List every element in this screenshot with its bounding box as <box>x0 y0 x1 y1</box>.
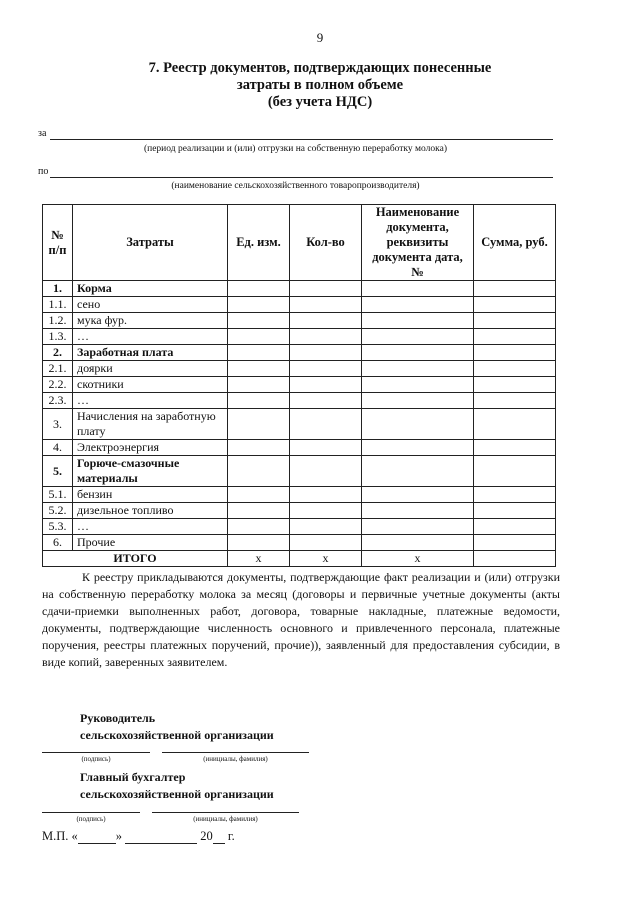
row-unit-cell[interactable] <box>228 297 290 313</box>
row-num: 1. <box>43 281 73 297</box>
accountant-signature-title <box>80 769 274 803</box>
row-unit-cell[interactable] <box>228 503 290 519</box>
accountant-name-line[interactable] <box>152 812 299 813</box>
stamp-label: М.П. <box>42 829 69 843</box>
head-name-caption: (инициалы, фамилия) <box>203 755 268 763</box>
row-name: … <box>73 329 228 345</box>
producer-lead: по <box>38 166 49 177</box>
table-row <box>43 313 556 329</box>
table-row <box>43 440 556 456</box>
row-qty-cell[interactable] <box>290 281 362 297</box>
close-quote: » <box>115 829 123 843</box>
row-qty-cell[interactable] <box>290 440 362 456</box>
row-num: 5.2. <box>43 503 73 519</box>
row-unit-cell[interactable] <box>228 487 290 503</box>
table-row <box>43 487 556 503</box>
table-row <box>43 361 556 377</box>
head-name-line[interactable] <box>162 752 309 753</box>
row-doc-cell[interactable] <box>362 297 474 313</box>
total-unit: x <box>228 551 290 567</box>
registry-table <box>42 204 556 567</box>
row-name: Начисления на заработную плату <box>73 409 228 440</box>
table-row <box>43 345 556 361</box>
row-name: сено <box>73 297 228 313</box>
year-blank[interactable] <box>213 831 225 844</box>
row-qty-cell[interactable] <box>290 487 362 503</box>
row-qty-cell[interactable] <box>290 361 362 377</box>
row-unit-cell[interactable] <box>228 377 290 393</box>
row-sum-cell[interactable] <box>474 345 556 361</box>
total-doc: x <box>362 551 474 567</box>
row-doc-cell[interactable] <box>362 440 474 456</box>
row-qty-cell[interactable] <box>290 377 362 393</box>
open-quote: « <box>71 829 78 843</box>
page-number: 9 <box>316 30 324 45</box>
year-suffix: г. <box>227 829 235 843</box>
row-num: 5.3. <box>43 519 73 535</box>
head-signature-caption: (подпись) <box>81 755 111 763</box>
row-sum-cell[interactable] <box>474 487 556 503</box>
row-qty-cell[interactable] <box>290 535 362 551</box>
row-sum-cell[interactable] <box>474 393 556 409</box>
row-sum-cell[interactable] <box>474 329 556 345</box>
row-num: 1.3. <box>43 329 73 345</box>
row-name: доярки <box>73 361 228 377</box>
row-doc-cell[interactable] <box>362 329 474 345</box>
row-doc-cell[interactable] <box>362 393 474 409</box>
table-row <box>43 329 556 345</box>
title-line-2: затраты в полном объеме <box>236 77 404 93</box>
row-num: 3. <box>43 409 73 440</box>
row-doc-cell[interactable] <box>362 281 474 297</box>
row-qty-cell[interactable] <box>290 329 362 345</box>
row-sum-cell[interactable] <box>474 313 556 329</box>
row-unit-cell[interactable] <box>228 281 290 297</box>
row-sum-cell[interactable] <box>474 377 556 393</box>
head-signature-line[interactable] <box>42 752 150 753</box>
total-label: ИТОГО <box>43 551 228 567</box>
row-qty-cell[interactable] <box>290 297 362 313</box>
header-unit: Ед. изм. <box>228 205 290 281</box>
row-doc-cell[interactable] <box>362 377 474 393</box>
row-doc-cell[interactable] <box>362 503 474 519</box>
row-sum-cell[interactable] <box>474 409 556 440</box>
row-qty-cell[interactable] <box>290 393 362 409</box>
row-sum-cell[interactable] <box>474 297 556 313</box>
row-name: Заработная плата <box>73 345 228 361</box>
total-sum-cell[interactable] <box>474 551 556 567</box>
row-doc-cell[interactable] <box>362 345 474 361</box>
row-qty-cell[interactable] <box>290 345 362 361</box>
row-doc-cell[interactable] <box>362 409 474 440</box>
table-row <box>43 519 556 535</box>
row-name: … <box>73 519 228 535</box>
accountant-title-line-1: Главный бухгалтер <box>80 770 186 784</box>
row-sum-cell[interactable] <box>474 519 556 535</box>
period-line[interactable] <box>50 139 553 140</box>
row-num: 6. <box>43 535 73 551</box>
producer-caption: (наименование сельскохозяйственного товаропроизводителя) <box>171 181 420 191</box>
row-doc-cell[interactable] <box>362 313 474 329</box>
head-title-line-2: сельскохозяйственной организации <box>80 728 274 742</box>
row-sum-cell[interactable] <box>474 361 556 377</box>
row-sum-cell[interactable] <box>474 281 556 297</box>
header-qty: Кол-во <box>290 205 362 281</box>
row-doc-cell[interactable] <box>362 361 474 377</box>
accountant-signature-line[interactable] <box>42 812 140 813</box>
title-line-1: 7. Реестр документов, подтверждающих понесенные <box>148 60 492 76</box>
total-qty: x <box>290 551 362 567</box>
row-sum-cell[interactable] <box>474 535 556 551</box>
period-field[interactable] <box>38 128 553 142</box>
row-sum-cell[interactable] <box>474 456 556 487</box>
row-unit-cell[interactable] <box>228 313 290 329</box>
row-num: 2.2. <box>43 377 73 393</box>
row-num: 2.3. <box>43 393 73 409</box>
row-unit-cell[interactable] <box>228 393 290 409</box>
row-name: бензин <box>73 487 228 503</box>
table-row <box>43 393 556 409</box>
row-qty-cell[interactable] <box>290 456 362 487</box>
row-name: дизельное топливо <box>73 503 228 519</box>
row-qty-cell[interactable] <box>290 409 362 440</box>
row-sum-cell[interactable] <box>474 503 556 519</box>
row-name: Горюче-смазочные материалы <box>73 456 228 487</box>
table-row <box>43 297 556 313</box>
row-unit-cell[interactable] <box>228 456 290 487</box>
row-unit-cell[interactable] <box>228 535 290 551</box>
period-caption: (период реализации и (или) отгрузки на собственную переработку молока) <box>143 144 448 154</box>
header-num: № п/п <box>43 205 73 281</box>
table-row <box>43 456 556 487</box>
row-qty-cell[interactable] <box>290 503 362 519</box>
row-unit-cell[interactable] <box>228 519 290 535</box>
row-num: 5.1. <box>43 487 73 503</box>
row-qty-cell[interactable] <box>290 519 362 535</box>
row-unit-cell[interactable] <box>228 409 290 440</box>
period-lead: за <box>38 128 47 139</box>
accountant-signature-caption: (подпись) <box>76 815 106 823</box>
table-row <box>43 409 556 440</box>
row-name: мука фур. <box>73 313 228 329</box>
row-name: Электроэнергия <box>73 440 228 456</box>
row-doc-cell[interactable] <box>362 535 474 551</box>
head-title-line-1: Руководитель <box>80 711 156 725</box>
table-row <box>43 535 556 551</box>
row-doc-cell[interactable] <box>362 487 474 503</box>
row-doc-cell[interactable] <box>362 456 474 487</box>
total-row <box>43 551 556 567</box>
header-costs: Затраты <box>73 205 228 281</box>
row-num: 1.1. <box>43 297 73 313</box>
row-doc-cell[interactable] <box>362 519 474 535</box>
year-prefix: 20 <box>200 829 213 843</box>
header-sum: Сумма, руб. <box>474 205 556 281</box>
producer-field[interactable] <box>38 166 553 180</box>
attachments-note: К реестру прикладываются документы, подтверждающие факт реализации и (или) отгрузки на собственную переработку молока за месяц (договоры и первичные учетные документы (акты сдачи-приемки выполненных работ, договора, товарные накладные, платежные ведомости, документы, подтверждающие численность основного и привлеченного персонала, платежные поручения, реестры платежных поручений, прочие)), заявленный для предоставления субсидии, в виде копий, заверенных заявителем. <box>42 570 560 669</box>
row-sum-cell[interactable] <box>474 440 556 456</box>
month-blank[interactable] <box>125 831 197 844</box>
row-name: Прочие <box>73 535 228 551</box>
row-qty-cell[interactable] <box>290 313 362 329</box>
table-row <box>43 281 556 297</box>
row-num: 4. <box>43 440 73 456</box>
head-signature-title <box>80 710 274 744</box>
accountant-title-line-2: сельскохозяйственной организации <box>80 787 274 801</box>
row-num: 2.1. <box>43 361 73 377</box>
table-header-row <box>43 205 556 281</box>
row-num: 1.2. <box>43 313 73 329</box>
document-title <box>0 60 640 111</box>
row-unit-cell[interactable] <box>228 440 290 456</box>
row-unit-cell[interactable] <box>228 345 290 361</box>
row-name: Корма <box>73 281 228 297</box>
accountant-name-caption: (инициалы, фамилия) <box>193 815 258 823</box>
producer-line[interactable] <box>50 177 553 178</box>
row-name: скотники <box>73 377 228 393</box>
stamp-date-line <box>42 829 235 844</box>
table-row <box>43 377 556 393</box>
day-blank[interactable] <box>78 831 116 844</box>
row-unit-cell[interactable] <box>228 361 290 377</box>
row-name: … <box>73 393 228 409</box>
row-num: 2. <box>43 345 73 361</box>
table-row <box>43 503 556 519</box>
title-line-3: (без учета НДС) <box>267 94 373 110</box>
row-num: 5. <box>43 456 73 487</box>
row-unit-cell[interactable] <box>228 329 290 345</box>
header-doc: Наименование документа, реквизиты документа дата, № <box>362 205 474 281</box>
